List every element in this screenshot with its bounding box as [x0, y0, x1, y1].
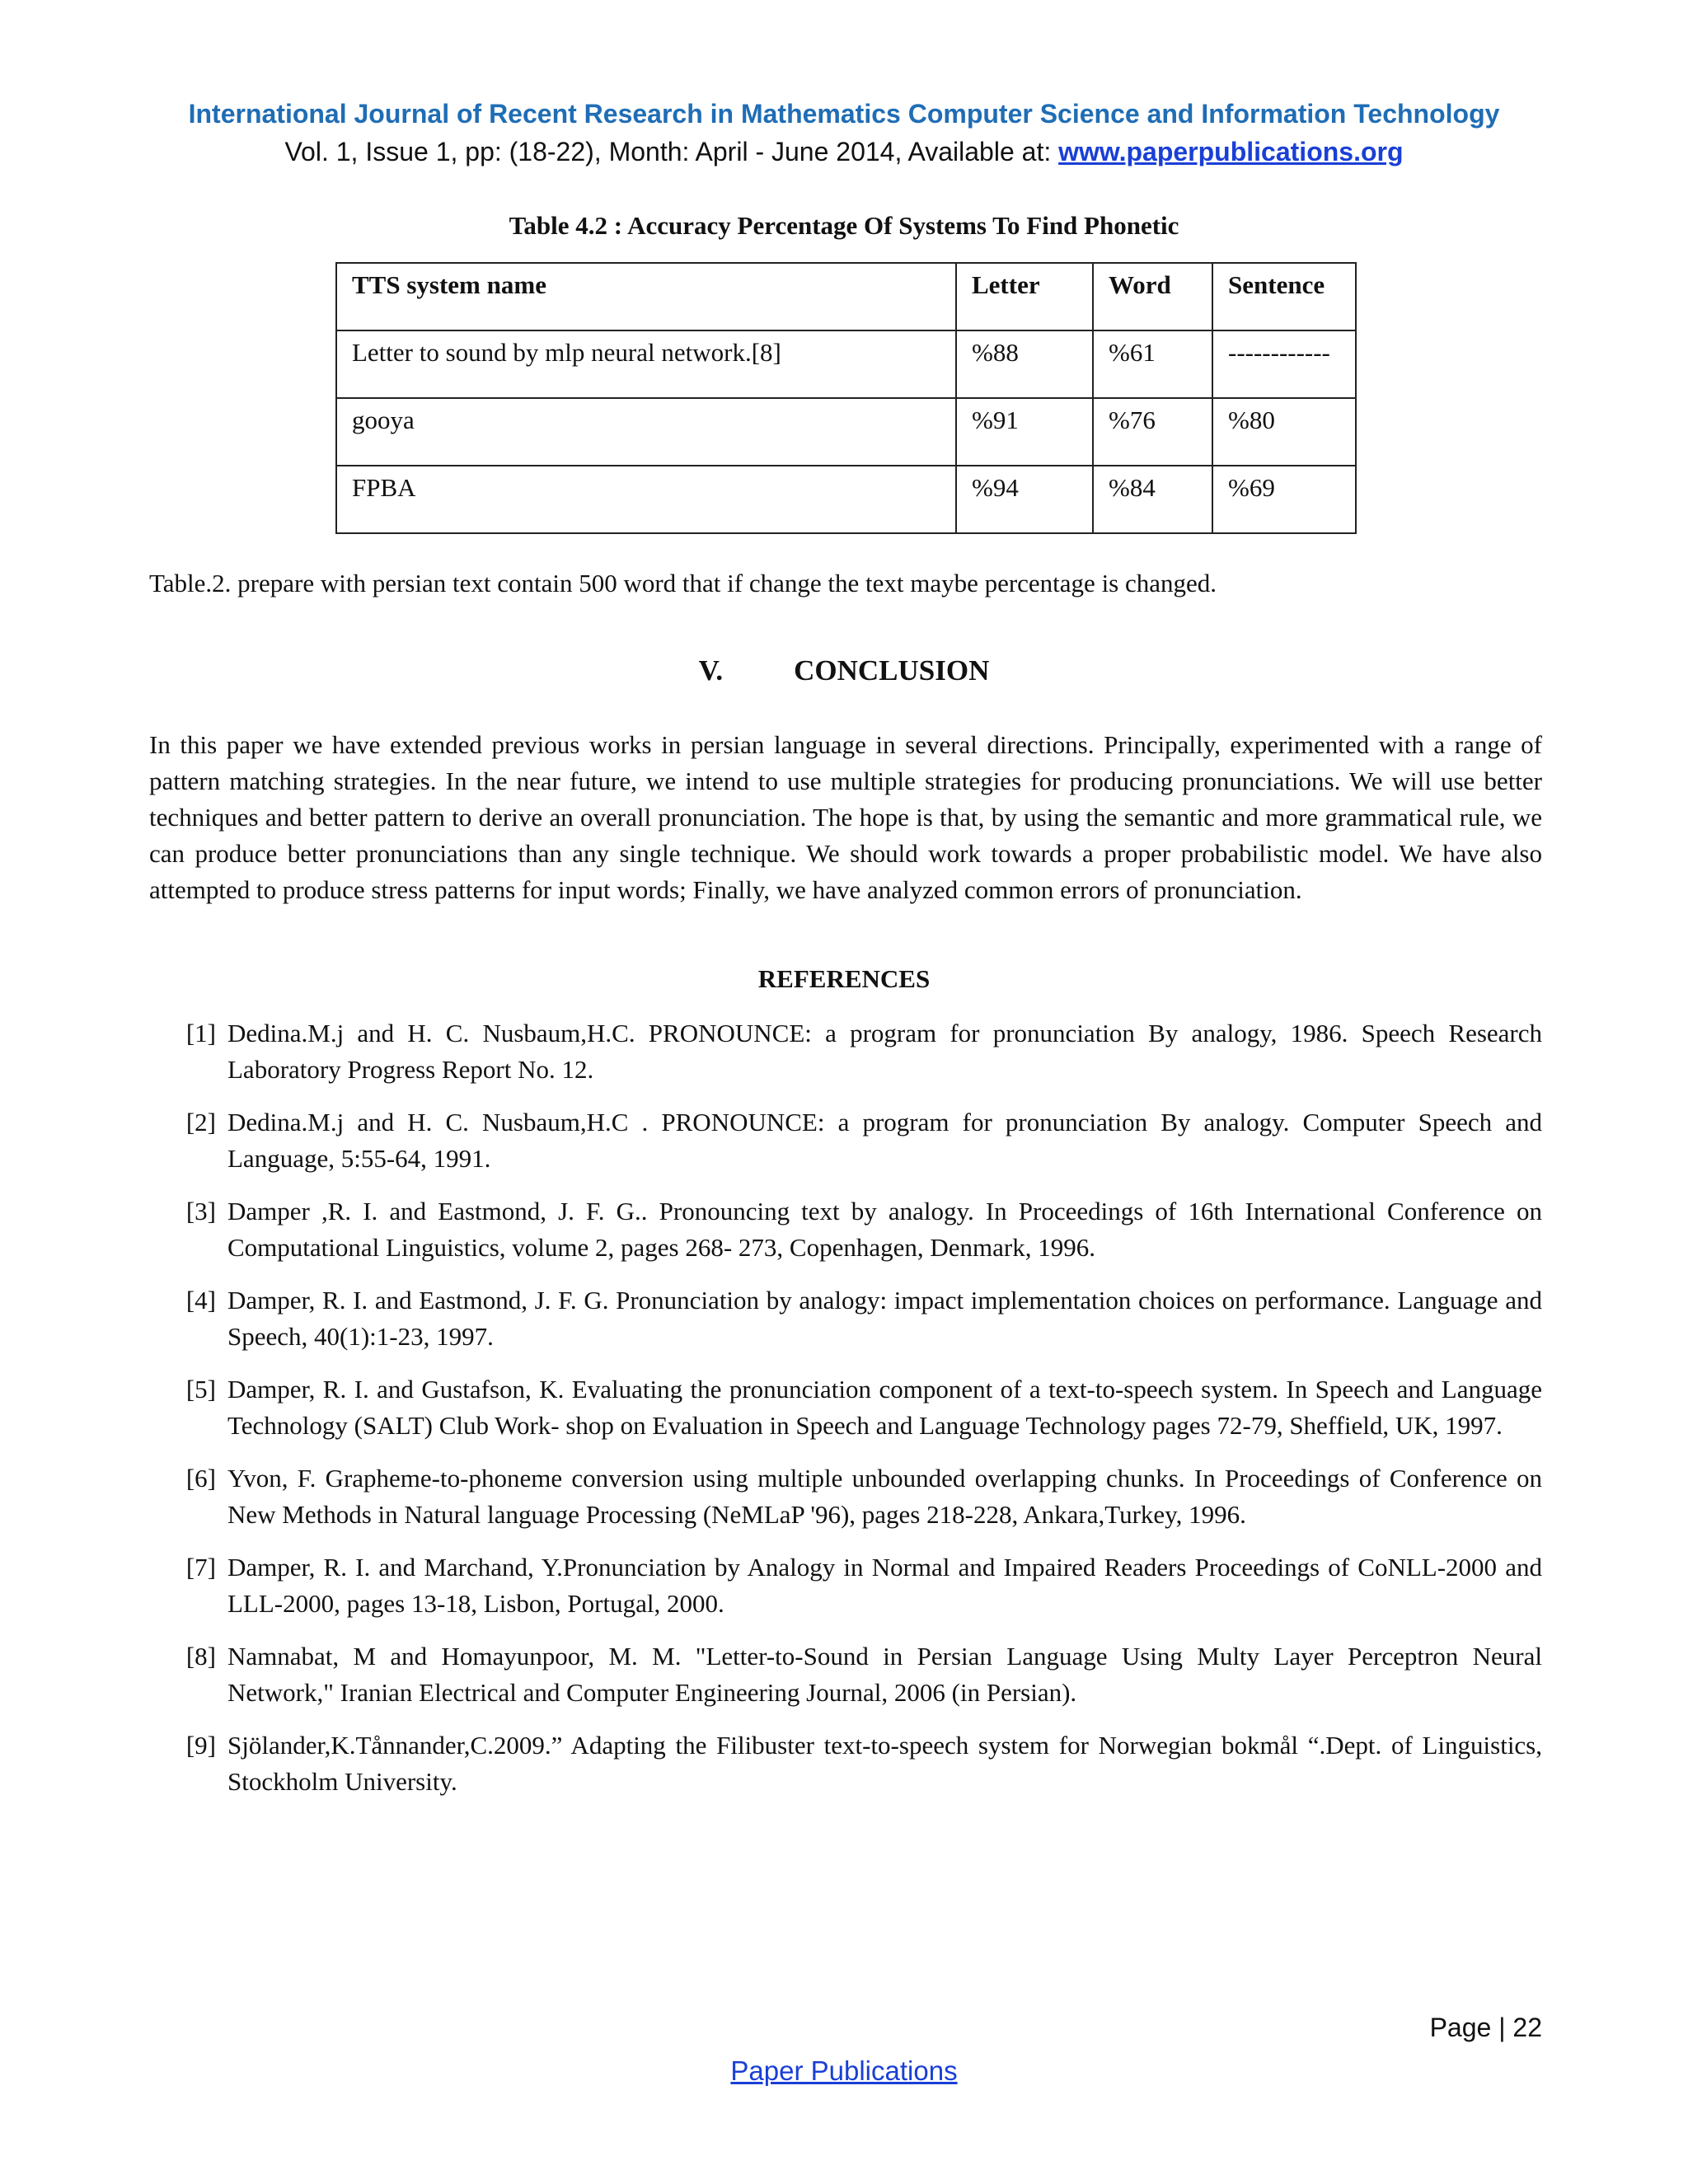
table-cell: ------------: [1212, 330, 1356, 398]
footer: [0, 2055, 1688, 2087]
accuracy-table: [335, 262, 1357, 534]
reference-number: [8]: [185, 1642, 216, 1671]
reference-text: Namnabat, M and Homayunpoor, M. M. "Letter-to-Sound in Persian Language Using Multy Layer Perceptron Neural Network," Iranian Electrical and Computer Engineering Journal, 2006 (in Persian).: [227, 1642, 1542, 1707]
reference-text: Dedina.M.j and H. C. Nusbaum,H.C . PRONOUNCE: a program for pronunciation By analogy. Computer Speech and Language, 5:55-64, 1991.: [227, 1108, 1542, 1173]
reference-text: Damper, R. I. and Gustafson, K. Evaluating the pronunciation component of a text-to-speech system. In Speech and Language Technology (SALT) Club Work- shop on Evaluation in Speech and Language Technology pages 72-79, Sheffield, UK, 1997.: [227, 1375, 1542, 1440]
table-cell: %84: [1093, 466, 1212, 533]
publisher-link[interactable]: Paper Publications: [730, 2055, 958, 2086]
reference-number: [7]: [185, 1553, 216, 1582]
table-cell: %80: [1212, 398, 1356, 466]
reference-text: Damper, R. I. and Eastmond, J. F. G. Pronunciation by analogy: impact implementation choices on performance. Language and Speech, 40(1):1-23, 1997.: [227, 1286, 1542, 1351]
table-cell: %69: [1212, 466, 1356, 533]
reference-item: [149, 1727, 1542, 1800]
table-cell: gooya: [336, 398, 956, 466]
reference-list: [149, 1015, 1542, 1816]
section-number: V.: [698, 654, 724, 687]
table-cell: %76: [1093, 398, 1212, 466]
issue-info-line: [0, 137, 1688, 167]
reference-number: [3]: [185, 1197, 216, 1226]
table-caption: Table 4.2 : Accuracy Percentage Of Systems To Find Phonetic: [509, 211, 1179, 240]
column-header: Letter: [956, 263, 1093, 330]
reference-number: [5]: [185, 1375, 216, 1404]
reference-item: [149, 1371, 1542, 1444]
table-note: Table.2. prepare with persian text contain 500 word that if change the text maybe percentage is changed.: [149, 569, 1217, 598]
reference-text: Dedina.M.j and H. C. Nusbaum,H.C. PRONOUNCE: a program for pronunciation By analogy, 1986. Speech Research Laboratory Progress Report No. 12.: [227, 1019, 1542, 1084]
table-header-row: [336, 263, 1356, 330]
reference-item: [149, 1549, 1542, 1622]
reference-number: [2]: [185, 1108, 216, 1137]
references-heading: REFERENCES: [757, 964, 931, 993]
column-header: TTS system name: [336, 263, 956, 330]
reference-item: [149, 1638, 1542, 1711]
reference-text: Sjölander,K.Tånnander,C.2009.” Adapting the Filibuster text-to-speech system for Norwegian bokmål “.Dept. of Linguistics, Stockholm University.: [227, 1731, 1542, 1796]
reference-text: Damper ,R. I. and Eastmond, J. F. G.. Pronouncing text by analogy. In Proceedings of 16th International Conference on Computational Linguistics, volume 2, pages 268- 273, Copenhagen, Denmark, 1996.: [227, 1197, 1542, 1262]
conclusion-paragraph: In this paper we have extended previous works in persian language in several directions. Principally, experimented with a range of pattern matching strategies. In the near future, we intend to use multiple strategies for producing pronunciations. We will use better techniques and better pattern to derive an overall pronunciation. The hope is that, by using the semantic and more grammatical rule, we can produce better pronunciations than any single technique. We should work towards a proper probabilistic model. We have also attempted to produce stress patterns for input words; Finally, we have analyzed common errors of pronunciation.: [149, 730, 1542, 904]
table-cell: %88: [956, 330, 1093, 398]
table-row: [336, 466, 1356, 533]
reference-number: [6]: [185, 1464, 216, 1493]
reference-item: [149, 1193, 1542, 1266]
reference-item: [149, 1282, 1542, 1355]
reference-text: Yvon, F. Grapheme-to-phoneme conversion using multiple unbounded overlapping chunks. In Proceedings of Conference on New Methods in Natural language Processing (NeMLaP '96), pages 218-228, Ankara,Turkey, 1996.: [227, 1464, 1542, 1529]
table-cell: %61: [1093, 330, 1212, 398]
column-header: Word: [1093, 263, 1212, 330]
table-cell: %91: [956, 398, 1093, 466]
table-row: [336, 398, 1356, 466]
table-cell: FPBA: [336, 466, 956, 533]
issue-info: Vol. 1, Issue 1, pp: (18-22), Month: April - June 2014, Available at:: [284, 137, 1059, 166]
reference-number: [1]: [185, 1019, 216, 1047]
reference-number: [4]: [185, 1286, 216, 1315]
table-row: [336, 330, 1356, 398]
website-link[interactable]: www.paperpublications.org: [1058, 137, 1404, 166]
column-header: Sentence: [1212, 263, 1356, 330]
section-title: CONCLUSION: [794, 654, 990, 687]
table-cell: Letter to sound by mlp neural network.[8]: [336, 330, 956, 398]
reference-text: Damper, R. I. and Marchand, Y.Pronunciation by Analogy in Normal and Impaired Readers Proceedings of CoNLL-2000 and LLL-2000, pages 13-18, Lisbon, Portugal, 2000.: [227, 1553, 1542, 1618]
reference-number: [9]: [185, 1731, 216, 1760]
section-heading: [0, 654, 1688, 687]
reference-item: [149, 1015, 1542, 1088]
page-number: Page | 22: [1429, 2013, 1542, 2042]
journal-title: International Journal of Recent Research in Mathematics Computer Science and Information Technology: [188, 99, 1500, 129]
table-cell: %94: [956, 466, 1093, 533]
reference-item: [149, 1460, 1542, 1533]
reference-item: [149, 1104, 1542, 1177]
